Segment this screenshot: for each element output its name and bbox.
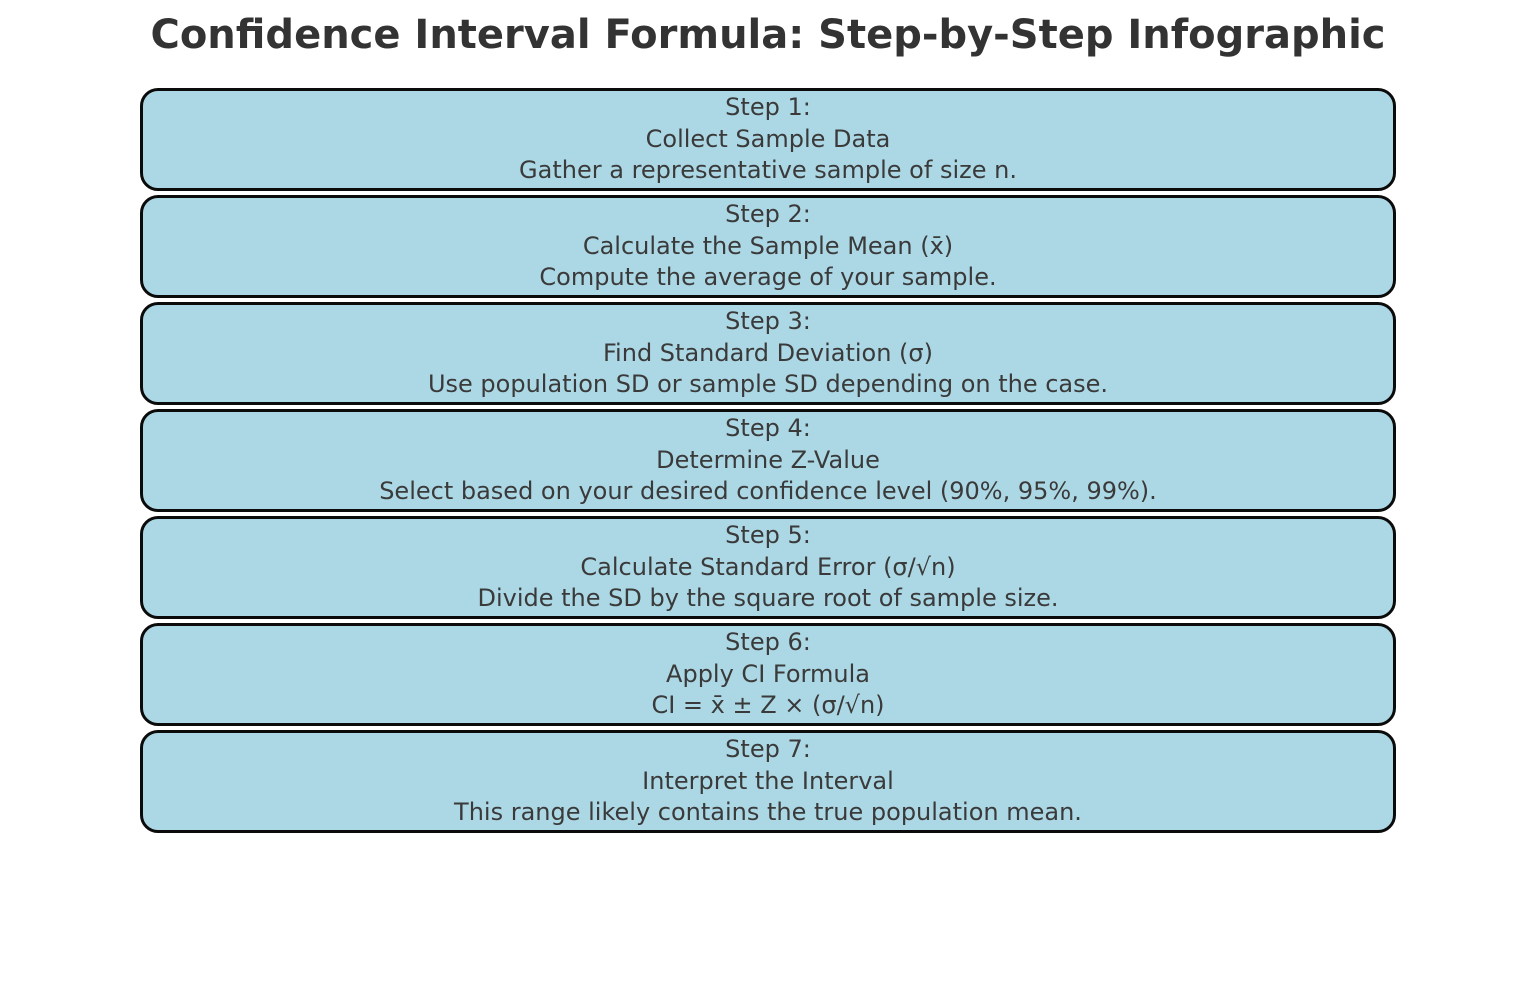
step-heading: Collect Sample Data — [645, 124, 891, 153]
step-label: Step 6: — [725, 628, 811, 657]
step-box-3 — [140, 302, 1396, 405]
step-box-1 — [140, 88, 1396, 191]
step-label: Step 5: — [725, 521, 811, 550]
step-box-7 — [140, 730, 1396, 833]
step-description: Divide the SD by the square root of sample size. — [477, 584, 1059, 613]
step-heading: Apply CI Formula — [666, 659, 870, 688]
step-description: Select based on your desired confidence level (90%, 95%, 99%). — [379, 477, 1157, 506]
step-description: Use population SD or sample SD depending on the case. — [427, 370, 1109, 399]
page-title: Confidence Interval Formula: Step-by-Step Infographic — [150, 12, 1386, 58]
step-label: Step 4: — [725, 414, 811, 443]
step-description: This range likely contains the true population mean. — [454, 798, 1082, 827]
step-box-6 — [140, 623, 1396, 726]
step-description: Gather a representative sample of size n. — [519, 156, 1017, 185]
step-label: Step 1: — [725, 93, 811, 122]
step-label: Step 3: — [725, 307, 811, 336]
step-description: CI = x̄ ± Z × (σ/√n) — [651, 691, 885, 720]
step-heading: Calculate Standard Error (σ/√n) — [580, 552, 956, 581]
step-heading: Calculate the Sample Mean (x̄) — [582, 231, 954, 260]
step-label: Step 2: — [725, 200, 811, 229]
step-label: Step 7: — [725, 735, 811, 764]
step-box-2 — [140, 195, 1396, 298]
step-box-5 — [140, 516, 1396, 619]
step-heading: Determine Z-Value — [656, 445, 880, 474]
step-heading: Interpret the Interval — [642, 766, 894, 795]
step-description: Compute the average of your sample. — [539, 263, 997, 292]
steps-container — [140, 88, 1396, 837]
step-box-4 — [140, 409, 1396, 512]
step-heading: Find Standard Deviation (σ) — [603, 338, 933, 367]
